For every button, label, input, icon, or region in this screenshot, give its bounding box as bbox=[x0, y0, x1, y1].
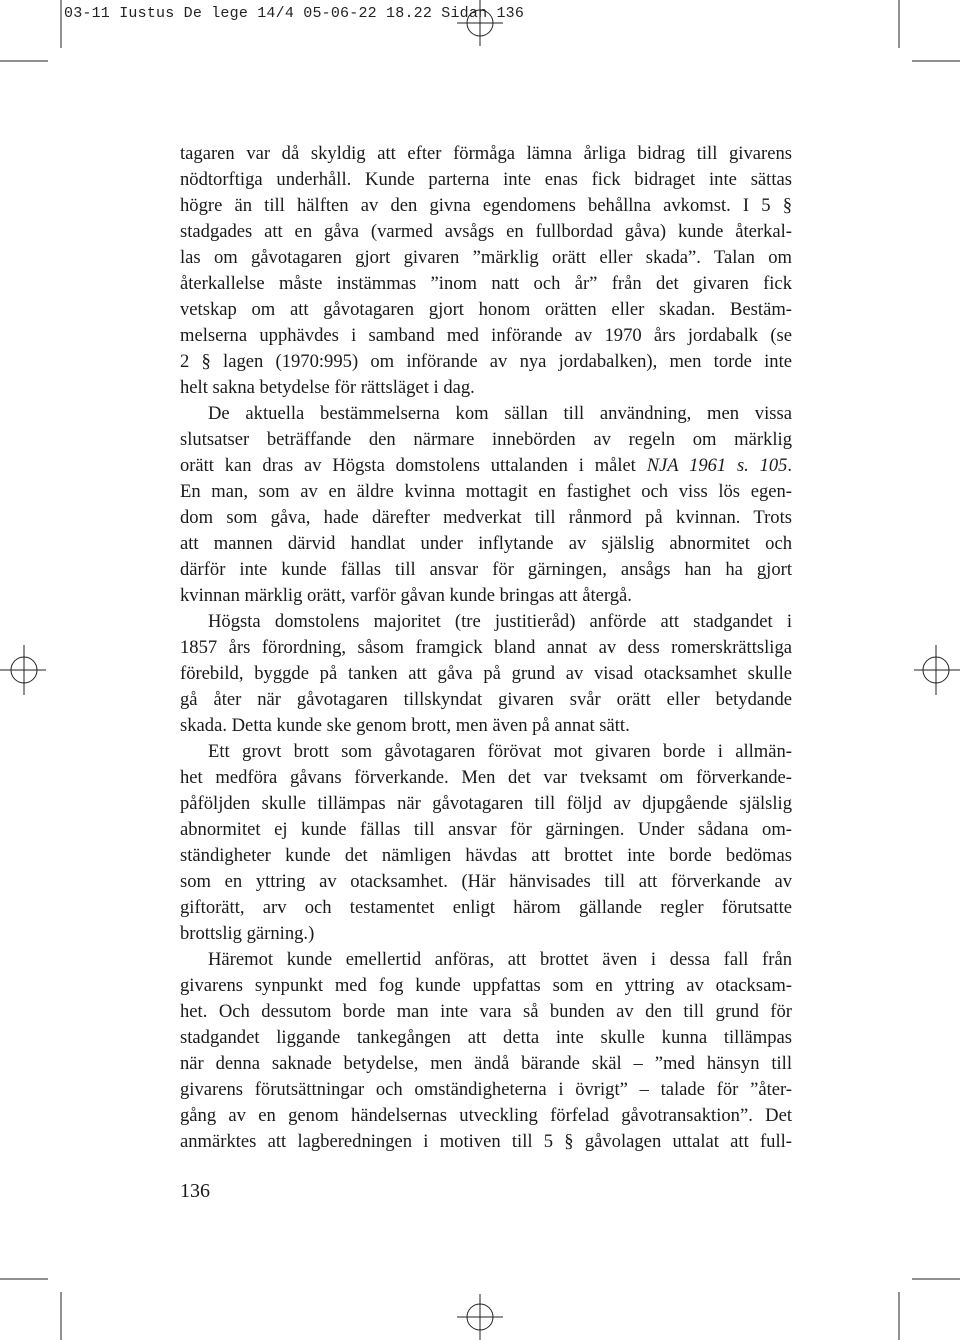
text-line: återkallelse måste instämmas ”inom natt och år” från det givaren fick bbox=[180, 273, 792, 294]
text-line: Häremot kunde emellertid anföras, att brottet även i dessa fall från bbox=[208, 949, 792, 970]
text-line: giftorätt, arv och testamentet enligt härom gällande regler förutsatte bbox=[180, 897, 792, 918]
text-line: melserna upphävdes i samband med införande av 1970 års jordabalk (se bbox=[180, 325, 792, 346]
text-line: slutsatser beträffande den närmare innebörden av regeln om märklig bbox=[180, 429, 792, 450]
registration-mark-top bbox=[457, 0, 503, 46]
text-line: En man, som av en äldre kvinna mottagit en fastighet och viss lös egen- bbox=[180, 481, 792, 502]
registration-mark-left bbox=[0, 645, 46, 695]
text-line: De aktuella bestämmelserna kom sällan till användning, men vissa bbox=[208, 403, 792, 424]
text-line: Högsta domstolens majoritet (tre justitieråd) anförde att stadgandet i bbox=[208, 611, 792, 632]
text-line: las om gåvotagaren gjort givaren ”märklig orätt eller skada”. Talan om bbox=[180, 247, 792, 268]
text-line: tagaren var då skyldig att efter förmåga lämna årliga bidrag till givarens bbox=[180, 143, 792, 164]
text-line: som en yttring av otacksamhet. (Här hänvisades till att förverkande av bbox=[180, 871, 792, 892]
text-line: stadgandet liggande tankegången att detta inte skulle kunna tillämpas bbox=[180, 1027, 792, 1048]
text-line: het medföra gåvans förverkande. Men det var tveksamt om förverkande- bbox=[180, 767, 792, 788]
text-line: högre än till hälften av den givna egendomens behållna avkomst. I 5 § bbox=[180, 195, 792, 216]
text-line: het. Och dessutom borde man inte vara så bunden av den till grund för bbox=[180, 1001, 792, 1022]
registration-mark-bottom bbox=[457, 1294, 503, 1340]
text-line: att mannen därvid handlat under inflytande av själslig abnormitet och bbox=[180, 533, 792, 554]
text-line: skada. Detta kunde ske genom brott, men även på annat sätt. bbox=[180, 715, 630, 736]
body-text bbox=[180, 141, 792, 1155]
case-reference: NJA 1961 s. 105 bbox=[646, 456, 788, 476]
text-line: stadgades att en gåva (varmed avsågs en fullbordad gåva) kunde återkal- bbox=[180, 221, 792, 242]
text-line: nödtorftiga underhåll. Kunde parterna inte enas fick bidraget inte sättas bbox=[180, 169, 792, 190]
text-line: givarens synpunkt med fog kunde uppfattas som en yttring av otacksam- bbox=[180, 975, 792, 996]
text-line: Ett grovt brott som gåvotagaren förövat mot givaren borde i allmän- bbox=[208, 741, 792, 762]
text-line: gå åter när gåvotagaren tillskyndat givaren svår orätt eller betydande bbox=[180, 689, 792, 710]
text-line: anmärktes att lagberedningen i motiven till 5 § gåvolagen uttalat att full- bbox=[180, 1131, 792, 1152]
text-line: vetskap om att gåvotagaren gjort honom orätten eller skadan. Bestäm- bbox=[180, 299, 792, 320]
text-line: förebild, byggde på tanken att gåva på grund av visad otacksamhet skulle bbox=[180, 663, 792, 684]
text-line: helt sakna betydelse för rättsläget i dag. bbox=[180, 377, 475, 398]
text-line: kvinnan märklig orätt, varför gåvan kunde bringas att återgå. bbox=[180, 585, 632, 606]
text-line: dom som gåva, hade därefter medverkat till rånmord på kvinnan. Trots bbox=[180, 507, 792, 528]
registration-mark-right bbox=[914, 645, 960, 695]
print-slug-line: 03-11 Iustus De lege 14/4 05-06-22 18.22 Sidan 136 bbox=[64, 5, 525, 22]
text-line: abnormitet ej kunde fällas till ansvar för gärningen. Under sådana om- bbox=[180, 819, 792, 840]
text-line: brottslig gärning.) bbox=[180, 923, 315, 944]
text-line: ständigheter kunde det nämligen hävdas att brottet inte borde bedömas bbox=[180, 845, 792, 866]
page-number: 136 bbox=[180, 1180, 210, 1202]
text-line: när denna saknade betydelse, men ändå bärande skäl – ”med hänsyn till bbox=[180, 1053, 792, 1074]
text-line: påföljden skulle tillämpas när gåvotagaren till följd av djupgående själslig bbox=[180, 793, 792, 814]
text-line: därför inte kunde fällas till ansvar för gärningen, ansågs han ha gjort bbox=[180, 559, 792, 580]
text-line: 1857 års förordning, såsom framgick bland annat av dess romerskrättsliga bbox=[180, 637, 792, 658]
text-line: gång av en genom händelsernas utveckling förfelad gåvotransaktion”. Det bbox=[180, 1105, 792, 1126]
text-line: 2 § lagen (1970:995) om införande av nya jordabalken), men torde inte bbox=[180, 351, 792, 372]
text-line: orätt kan dras av Högsta domstolens uttalanden i målet NJA 1961 s. 105. bbox=[180, 456, 793, 476]
text-line: givarens förutsättningar och omständigheterna i övrigt” – talade för ”åter- bbox=[180, 1079, 792, 1100]
